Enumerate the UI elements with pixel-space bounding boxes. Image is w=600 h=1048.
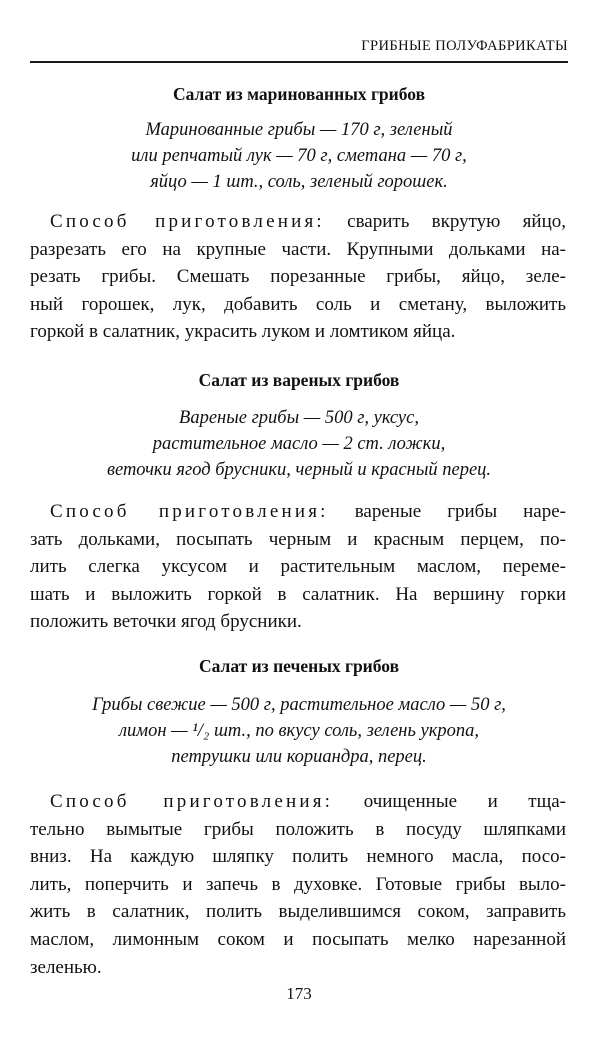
recipe-title-boiled: Салат из вареных грибов [198, 370, 400, 390]
ingredients-line: или репчатый лук — 70 г, сметана — 70 г, [131, 146, 467, 166]
recipe-title-baked: Салат из печеных грибов [198, 656, 400, 676]
header-rule [30, 61, 568, 63]
ingredients-marinated [40, 117, 558, 195]
method-marinated [30, 208, 566, 346]
method-line: зеленью. [30, 956, 102, 978]
method-line: лить, поперчить и запечь в духовке. Готовые грибы выло- [30, 873, 566, 895]
method-line [30, 788, 566, 816]
method-lead: Способ приготовления: [50, 501, 329, 522]
method-line: маслом, лимонным соком и посыпать мелко нарезанной [30, 928, 566, 950]
ingredients-line: лимон — ¹/₂ шт., по вкусу соль, зелень укропа, [118, 721, 480, 741]
ingredients-line: Вареные грибы — 500 г, уксус, [179, 408, 419, 428]
method-lead: Способ приготовления: [50, 791, 334, 812]
ingredients-line: Грибы свежие — 500 г, растительное масло — 50 г, [92, 695, 506, 715]
method-line: жить в салатник, полить выделившимся соком, заправить [30, 901, 566, 923]
method-line: разрезать его на крупные части. Крупными дольками на- [30, 238, 566, 260]
method-line: вниз. На каждую шляпку полить немного масла, посо- [30, 846, 566, 868]
method-line: шать и выложить горкой в салатник. На вершину горки [30, 583, 566, 605]
method-line: горкой в салатник, украсить луком и ломтиком яйца. [30, 321, 456, 343]
ingredients-line: веточки ягод брусники, черный и красный перец. [106, 460, 492, 480]
ingredients-line: яйцо — 1 шт., соль, зеленый горошек. [150, 172, 448, 192]
running-header: ГРИБНЫЕ ПОЛУФАБРИКАТЫ [361, 38, 568, 54]
method-baked [30, 788, 566, 981]
recipe-title-marinated: Салат из маринованных грибов [172, 84, 426, 104]
method-text: сварить вкрутую яйцо, [347, 211, 566, 232]
method-boiled [30, 498, 566, 636]
ingredients-line: петрушки или кориандра, перец. [171, 747, 427, 767]
ingredients-line: растительное масло — 2 ст. ложки, [152, 434, 446, 454]
method-text: вареные грибы наре- [354, 501, 567, 522]
method-text: очищенные и тща- [363, 791, 566, 812]
method-line [30, 498, 566, 526]
method-line [30, 208, 566, 236]
method-line: зать дольками, посыпать черным и красным перцем, по- [30, 528, 566, 550]
method-line: ный горошек, лук, добавить соль и сметану, выложить [30, 293, 566, 315]
method-line: тельно вымытые грибы положить в посуду шляпками [30, 818, 566, 840]
ingredients-baked [40, 692, 558, 770]
method-lead: Способ приготовления: [50, 211, 325, 232]
method-line: лить слегка уксусом и растительным маслом, переме- [30, 556, 566, 578]
method-line: положить веточки ягод брусники. [30, 611, 302, 633]
page-number: 173 [286, 984, 312, 1003]
ingredients-boiled [40, 405, 558, 483]
ingredients-line: Маринованные грибы — 170 г, зеленый [145, 120, 453, 140]
method-line: резать грибы. Смешать порезанные грибы, яйцо, зеле- [30, 266, 566, 288]
